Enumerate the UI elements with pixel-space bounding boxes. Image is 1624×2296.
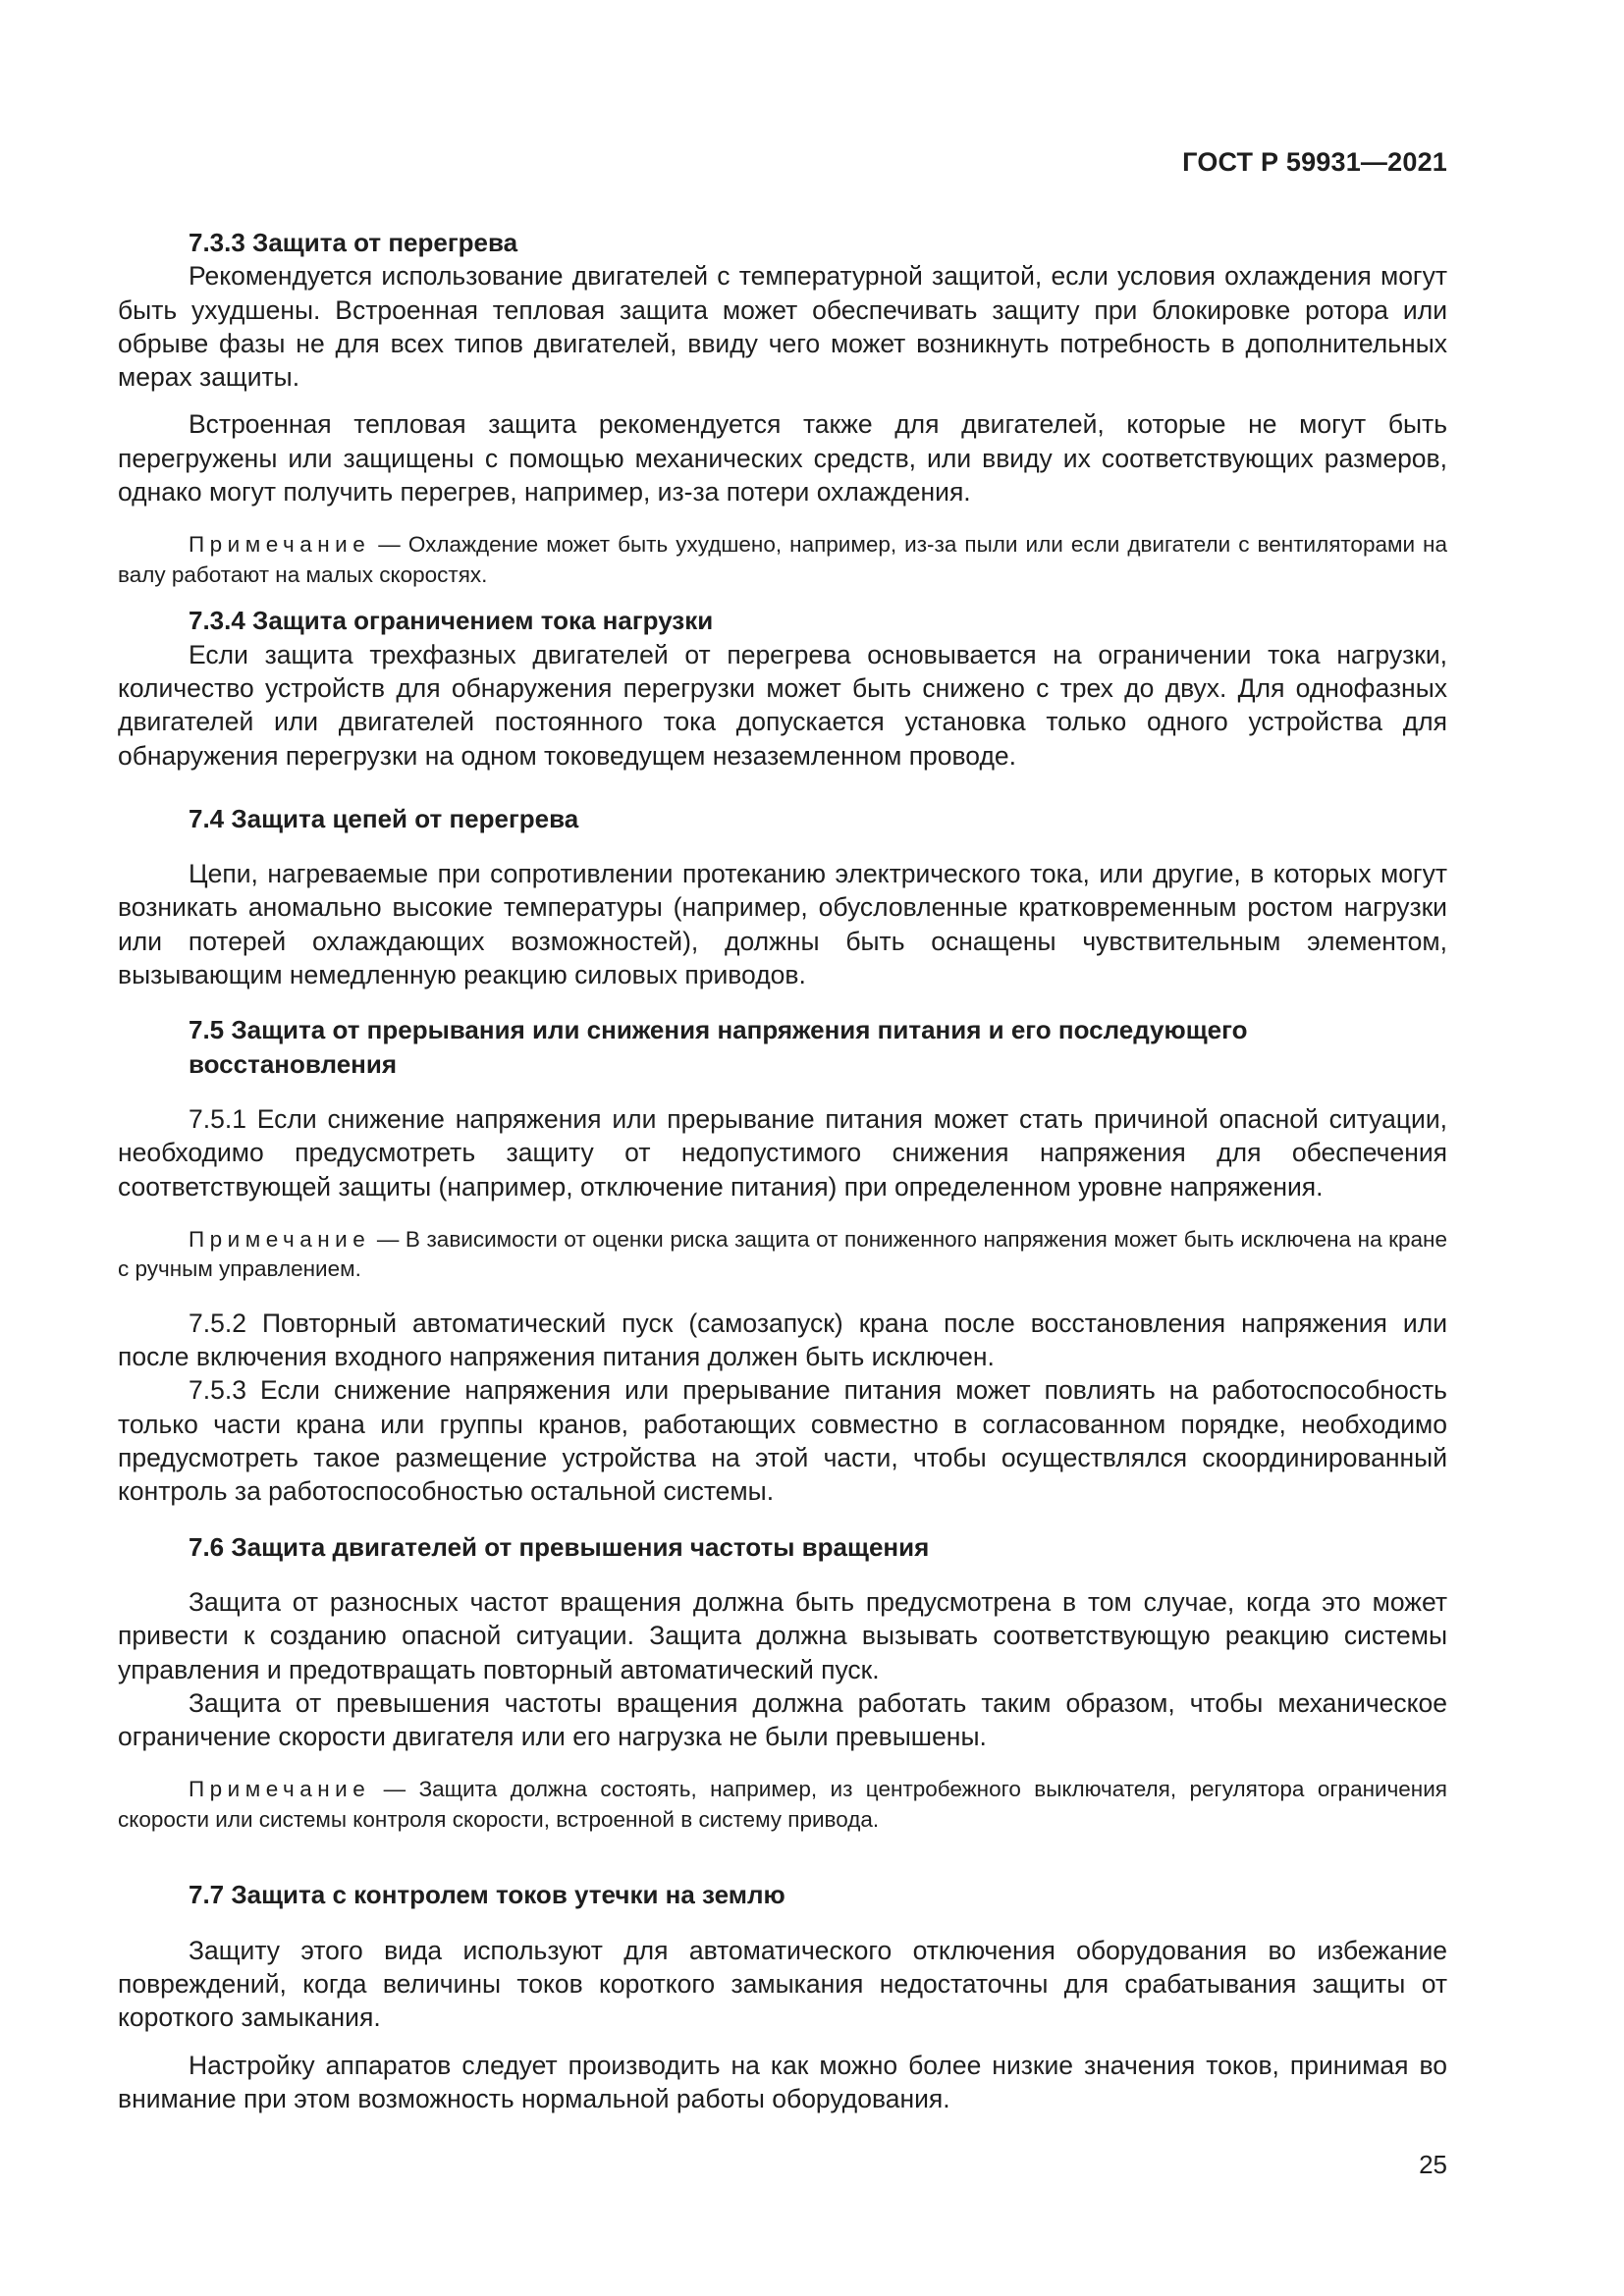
section-heading-7-6: 7.6 Защита двигателей от превышения частоты вращения xyxy=(189,1531,930,1562)
section-heading-7-3-4: 7.3.4 Защита ограничением тока нагрузки xyxy=(189,606,714,636)
note-label: Примечание xyxy=(189,1226,371,1252)
paragraph: Если защита трехфазных двигателей от перегрева основывается на ограничении тока нагрузки, количество устройств для обнаружения перегрузки может быть снижено с трех до двух. Для однофазных двигателей или двигателей постоянного тока допускается установка только одного устройства для обнаружения перегрузки на одном токоведущем незаземленном проводе. xyxy=(118,639,1447,771)
note xyxy=(118,1775,1447,1835)
note-text: — В зависимости от оценки риска защита от пониженного напряжения может быть исключена на кране с ручным управлением. xyxy=(118,1226,1447,1282)
paragraph: Настройку аппаратов следует производить на как можно более низкие значения токов, принимая во внимание при этом возможность нормальной работы оборудования. xyxy=(118,2050,1447,2113)
page-number: 25 xyxy=(1419,2150,1447,2179)
document-body xyxy=(118,226,1447,2115)
section-heading-7-5: 7.5 Защита от прерывания или снижения напряжения питания и его последующего восстановления xyxy=(189,1015,1248,1079)
paragraph: Защита от разносных частот вращения должна быть предусмотрена в том случае, когда это может привести к созданию опасной ситуации. Защита должна вызывать соответствующую реакцию системы управления и предотвращать повторный автоматический пуск. xyxy=(118,1586,1447,1684)
section-heading-7-3-3: 7.3.3 Защита от перегрева xyxy=(189,228,518,257)
note xyxy=(118,530,1447,590)
document-header: ГОСТ Р 59931—2021 xyxy=(1182,147,1447,177)
section-heading-7-7: 7.7 Защита с контролем токов утечки на землю xyxy=(189,1880,785,1910)
paragraph: Встроенная тепловая защита рекомендуется также для двигателей, которые не могут быть перегружены или защищены с помощью механических средств, или ввиду их соответствующих размеров, однако могут получить перегрев, например, из-за потери охлаждения. xyxy=(118,409,1447,507)
paragraph: 7.5.2 Повторный автоматический пуск (самозапуск) крана после восстановления напряжения или после включения входного напряжения питания должен быть исключен. xyxy=(118,1308,1447,1372)
paragraph: Защиту этого вида используют для автоматического отключения оборудования во избежание повреждений, когда величины токов короткого замыкания недостаточны для срабатывания защиты от короткого замыкания. xyxy=(118,1935,1447,2033)
paragraph: Рекомендуется использование двигателей с температурной защитой, если условия охлаждения могут быть ухудшены. Встроенная тепловая защита может обеспечивать защиту при блокировке ротора или обрыве фазы не для всех типов двигателей, ввиду чего может возникнуть потребность в дополнительных мерах защиты. xyxy=(118,261,1447,393)
note-label: Примечание xyxy=(189,1777,371,1802)
note xyxy=(118,1225,1447,1285)
paragraph: 7.5.1 Если снижение напряжения или прерывание питания может стать причиной опасной ситуации, необходимо предусмотреть защиту от недопустимого снижения напряжения для обеспечения соответствующей защиты (например, отключение питания) при определенном уровне напряжения. xyxy=(118,1103,1447,1201)
section-heading-7-4: 7.4 Защита цепей от перегрева xyxy=(189,803,579,833)
paragraph: Защита от превышения частоты вращения должна работать таким образом, чтобы механическое ограничение скорости двигателя или его нагрузка не были превышены. xyxy=(118,1687,1447,1752)
note-text: — Охлаждение может быть ухудшено, например, из-за пыли или если двигатели с вентиляторами на валу работают на малых скоростях. xyxy=(118,532,1447,587)
paragraph: 7.5.3 Если снижение напряжения или прерывание питания может повлиять на работоспособность только части крана или группы кранов, работающих совместно в согласованном порядке, необходимо предусмотреть такое размещение устройства на этой части, чтобы осуществлялся скоординированный контроль за работоспособностью остальной системы. xyxy=(118,1375,1447,1507)
paragraph: Цепи, нагреваемые при сопротивлении протеканию электрического тока, или другие, в которых могут возникать аномально высокие температуры (например, обусловленные кратковременным ростом нагрузки или потерей охлаждающих возможностей), должны быть оснащены чувствительным элементом, вызывающим немедленную реакцию силовых приводов. xyxy=(118,859,1447,990)
note-text: — Защита должна состоять, например, из центробежного выключателя, регулятора ограничения скорости или системы контроля скорости, встроенной в систему привода. xyxy=(118,1777,1447,1832)
note-label: Примечание xyxy=(189,532,371,558)
